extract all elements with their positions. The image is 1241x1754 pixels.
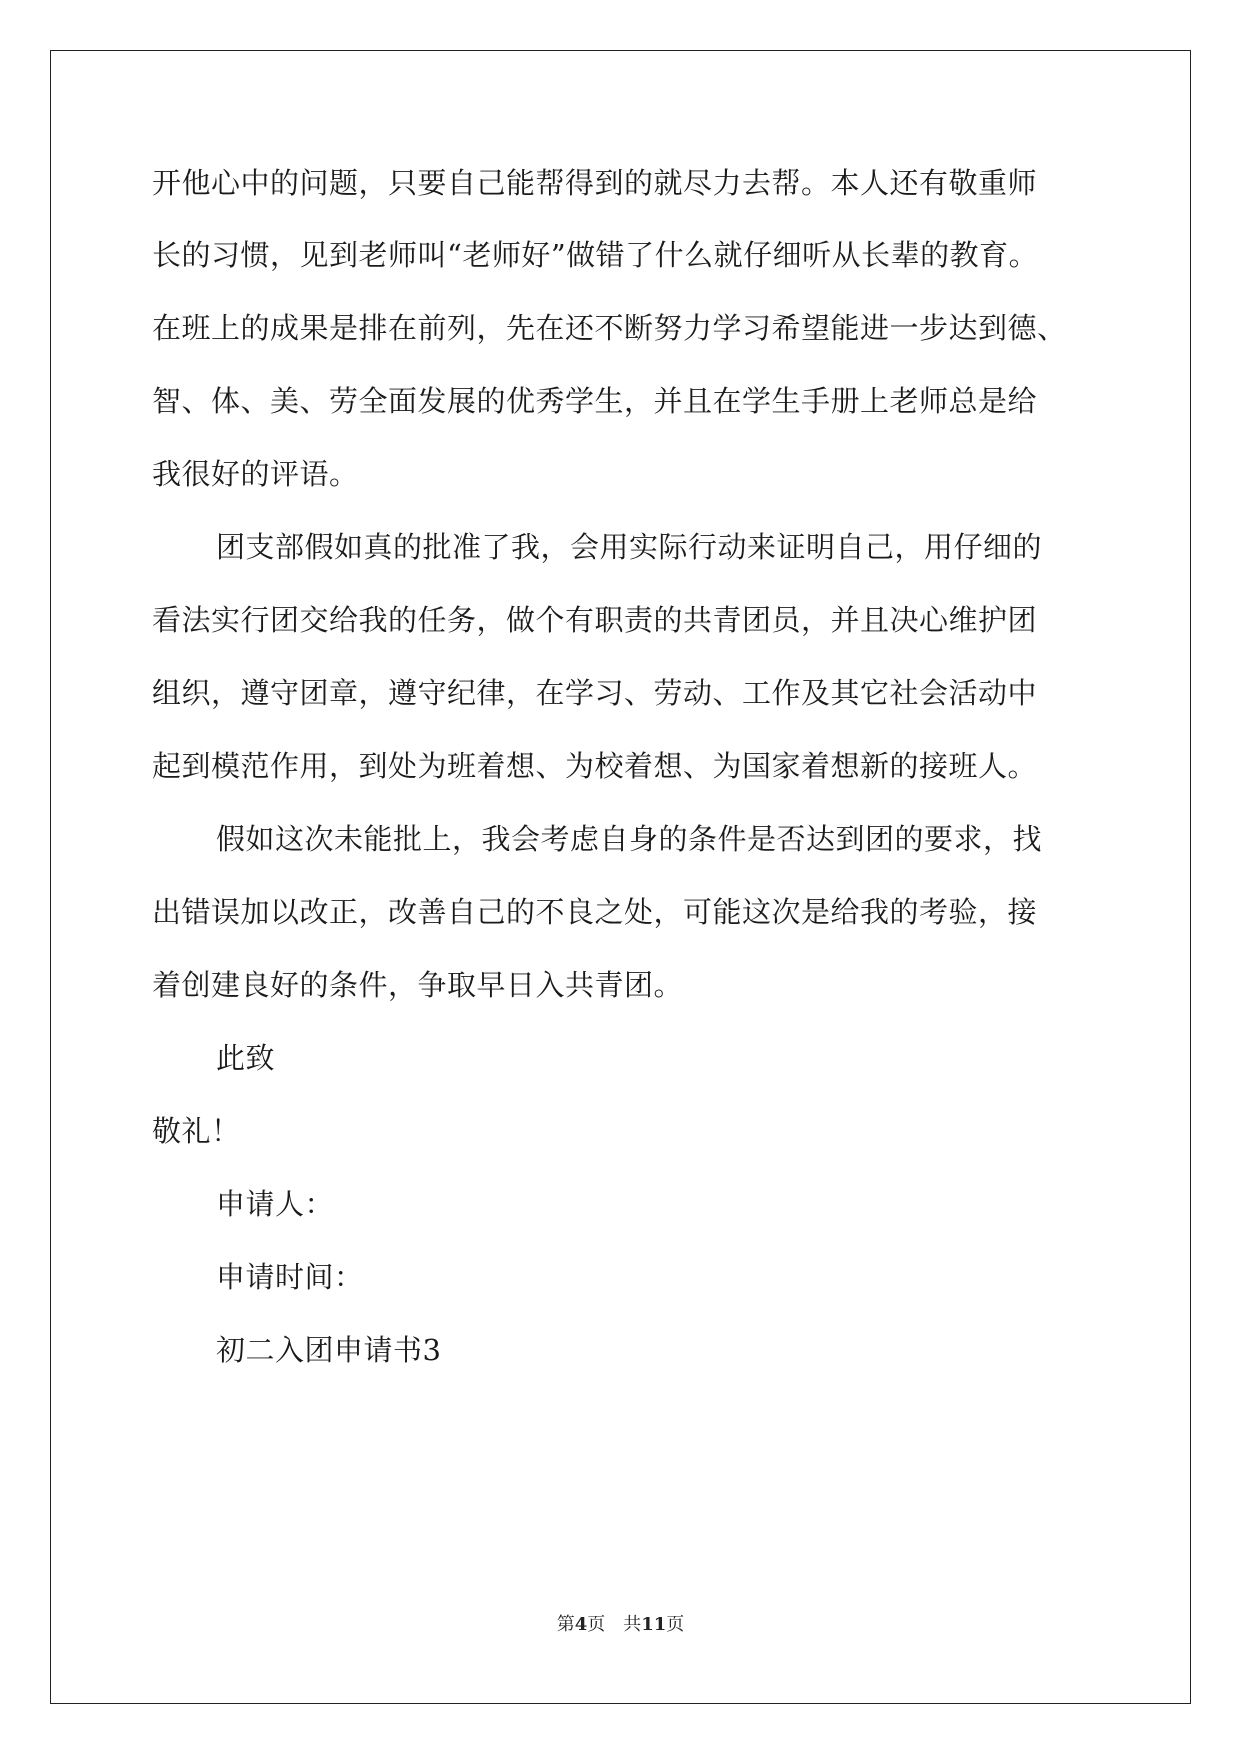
applicant-label: 申请人： (216, 1187, 335, 1221)
paragraph-start: 假如这次未能批上，我会考虑自身的条件是否达到团的要求，找 (216, 822, 1043, 856)
text-line: 出错误加以改正，改善自己的不良之处，可能这次是给我的考验，接 (152, 895, 1038, 929)
footer-total-pages: 11 (641, 1614, 667, 1635)
text-line: 开他心中的问题，只要自己能帮得到的就尽力去帮。本人还有敬重师 (152, 166, 1038, 200)
text-line: 我很好的评语。 (152, 457, 359, 491)
text-line: 看法实行团交给我的任务，做个有职责的共青团员，并且决心维护团 (152, 603, 1038, 637)
footer-suffix: 页 (666, 1614, 685, 1635)
text-line: 组织，遵守团章，遵守纪律，在学习、劳动、工作及其它社会活动中 (152, 676, 1038, 710)
footer-page-number: 4 (574, 1614, 588, 1635)
footer-mid: 页 共 (587, 1614, 642, 1635)
text-line: 在班上的成果是排在前列，先在还不断努力学习希望能进一步达到德、 (152, 311, 1067, 345)
footer-prefix: 第 (556, 1614, 575, 1635)
page-border (50, 50, 1191, 1704)
text-line: 着创建良好的条件，争取早日入共青团。 (152, 968, 684, 1002)
section-title: 初二入团申请书3 (216, 1333, 442, 1367)
page-footer (0, 1610, 1241, 1636)
paragraph-start: 团支部假如真的批准了我，会用实际行动来证明自己，用仔细的 (216, 530, 1043, 564)
application-date-label: 申请时间： (216, 1260, 364, 1294)
text-line: 智、体、美、劳全面发展的优秀学生，并且在学生手册上老师总是给 (152, 384, 1038, 418)
closing-regards: 敬礼！ (152, 1114, 241, 1148)
text-line: 起到模范作用，到处为班着想、为校着想、为国家着想新的接班人。 (152, 749, 1038, 783)
text-line: 长的习惯，见到老师叫“老师好”做错了什么就仔细听从长辈的教育。 (152, 238, 1039, 272)
closing-salutation: 此致 (216, 1041, 276, 1075)
